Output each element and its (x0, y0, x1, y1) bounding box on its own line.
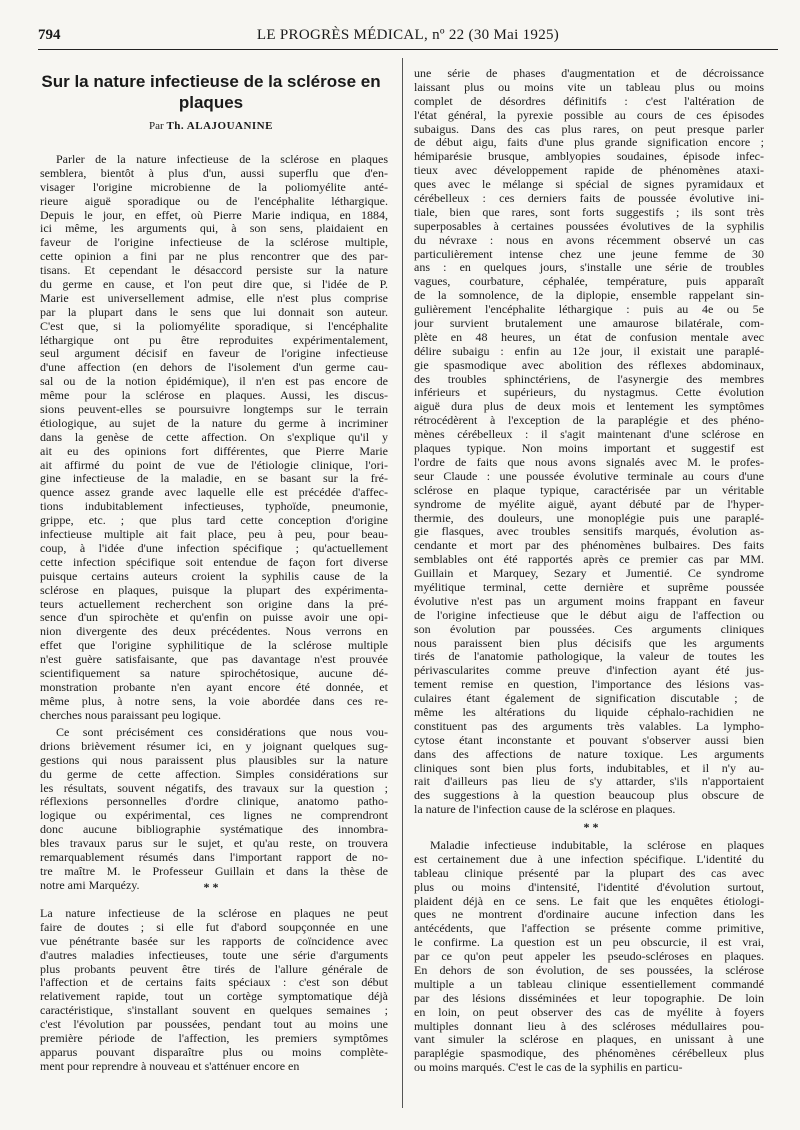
text-line: rait d'ailleurs pas lieu de s'y attarder, s'ils n'apportaient (414, 775, 764, 789)
text-line: de la somnolence, de la diplopie, ensemble rappelant sin- (414, 289, 764, 303)
text-line: relativement rapide, tout un cortège symptomatique déjà (40, 990, 388, 1004)
text-line: même les altérations du liquide céphalo-rachidien ne (414, 705, 764, 719)
text-line: ans : en quelques jours, s'installe une série de troubles (414, 261, 764, 275)
text-line: hémiparésie brusque, amblyopies soudaines, épisode infec- (414, 150, 764, 164)
text-line: périvascularites comme preuve d'infection ayant été jus- (414, 664, 764, 678)
text-line: sclérose en plaques, puisque la plupart des expérimenta- (40, 583, 388, 597)
text-line: du germe de cette affection. Simples considérations sur (40, 767, 388, 781)
text-line: par la plupart dans le sens que lui donnait son auteur. (40, 305, 388, 319)
text-line: l'état général, la pyrexie possible au cours de ces épisodes (414, 108, 764, 122)
text-line: tement remise en question, l'importance des lésions vas- (414, 678, 764, 692)
text-line: cliniques sont bien plus forts, indubitables, et il n'y au- (414, 761, 764, 775)
text-line: ici même, les arguments qui, à son sens, plaidaient en (40, 222, 388, 236)
text-line: l'affection et de certains faits spéciaux : c'est son début (40, 976, 388, 990)
running-title: LE PROGRÈS MÉDICAL, nº 22 (30 Mai 1925) (256, 27, 560, 43)
text-line: de début aigu, faits d'une plus grande signification encore ; (414, 136, 764, 150)
text-line: complet de désordres définitifs : c'est l'altération de (414, 94, 764, 108)
text-line: plaident déjà en ce sens. Le fait que les enquêtes étiologi- (414, 894, 764, 908)
text-line: syndrome de myélite aiguë, ayant débuté par de l'hyper- (414, 497, 764, 511)
text-line: réflexions personnelles d'ordre clinique, anatomo patho- (40, 795, 388, 809)
text-line: est certainement due à une infection spécifique. L'identité du (414, 852, 764, 866)
text-line: logique ou expérimental, ces lignes ne comprendront (40, 809, 388, 823)
text-line: ques ne montrent d'ordinaire aucune infection dans les (414, 908, 764, 922)
text-line: vagues, courbature, céphalée, température, puis apparaît (414, 275, 764, 289)
text-line: multiples donnant lieu à des scléroses médullaires pou- (414, 1019, 764, 1033)
text-line: faire de doutes ; si elle fut d'abord soupçonnée en une (40, 920, 388, 934)
text-line: monstration probante n'en ayant encore été donnée, et (40, 680, 388, 694)
text-line: En dehors de son évolution, de ses poussées, la sclérose (414, 964, 764, 978)
text-line: gine infectieuse de la maladie, en se basant sur la fré- (40, 472, 388, 486)
text-line: nous paraissent bien plus décisifs que les arguments (414, 636, 764, 650)
text-line: superposables à certaines poussées évolutives de la syphilis (414, 219, 764, 233)
text-line: cherches nous paraissant peu logique. (40, 708, 221, 722)
right-paragraph-1 (414, 67, 764, 817)
text-line: semblables ont été rapportés après ce premier cas par MM. (414, 553, 764, 567)
text-line: tions indubitablement infectieuses, typhoïde, pneumonie, (40, 500, 388, 514)
text-line: première période de l'affection, les premiers symptômes (40, 1032, 388, 1046)
text-line: gulièrement l'encéphalite léthargique : puis au 4e ou 5e (414, 303, 764, 317)
text-line: même plus, à notre sens, la voie abordée dans ces re- (40, 694, 388, 708)
text-line: teurs actuellement recherchent son origine dans la pré- (40, 597, 388, 611)
text-line: seur Claude : une poussée évolutive terminale au cours d'une (414, 469, 764, 483)
text-line: sions peuvent-elles se poursuivre longtemps sur le terrain (40, 403, 388, 417)
text-line: des troubles sphinctériens, de l'asynergie des membres (414, 372, 764, 386)
text-line: sal ou de la notion épidémique), il n'en est pas encore de (40, 375, 388, 389)
text-line: ques avec le mélange si spécial de signes pyramidaux et (414, 178, 764, 192)
byline-prefix: Par (149, 120, 164, 132)
text-line: dans la genèse de cette affection. On s'explique qu'il y (40, 430, 388, 444)
text-line: une série de phases d'augmentation et de décroissance (414, 67, 764, 80)
text-line: particulièrement intense chez une jeune femme de 30 (414, 247, 764, 261)
text-line: La nature infectieuse de la sclérose en plaques ne peut (40, 907, 388, 920)
text-line: vue pénétrante basée sur les rapports de coïncidence avec (40, 934, 388, 948)
text-line: tirés de l'anatomie pathologique, la valeur de toutes les (414, 650, 764, 664)
text-line: faveur de l'origine infectieuse de la sclérose multiple, (40, 236, 388, 250)
text-line: en loin, on peut observer des cas de myélite à foyers (414, 1005, 764, 1019)
text-line: paraplégie spasmodique, des phénomènes cérébelleux plus (414, 1047, 764, 1061)
text-line: cytose étant inconstante et pouvant s'observer aussi bien (414, 733, 764, 747)
text-line: son évolution par poussées. Ces arguments cliniques (414, 622, 764, 636)
text-line: tiale, bien que rares, sont forts suggestifs ; ils sont très (414, 205, 764, 219)
text-line: plète en 48 heures, un état de confusion mentale avec (414, 330, 764, 344)
text-line: donc aucune bibliographie systématique des innombra- (40, 823, 388, 837)
text-line: des suggestions à la question beaucoup plus obscure de (414, 789, 764, 803)
header-rule (38, 49, 778, 50)
text-line: rieure aiguë sporadique ou de l'encéphalite léthargique. (40, 194, 388, 208)
text-line: cette infection spécifique soit entendue de façon fort diverse (40, 555, 388, 569)
byline (40, 119, 382, 133)
right-paragraph-2 (414, 839, 764, 1075)
text-line: l'ordre de faits que nous avons signalés avec M. le profes- (414, 455, 764, 469)
text-line: quence assez grande avec laquelle elle est précédée d'affec- (40, 486, 388, 500)
text-line: jour survient brutalement une amaurose bilatérale, com- (414, 317, 764, 331)
text-line: Ce sont précisément ces considérations que nous vou- (56, 726, 388, 739)
text-line: effet que l'origine syphilitique de la sclérose multiple (40, 639, 388, 653)
text-line: rétrocédèrent à l'exception de la paraplégie et des phéno- (414, 414, 764, 428)
text-line: du névraxe : nous en avons récemment observé un cas (414, 233, 764, 247)
left-paragraph-1 (40, 153, 388, 723)
text-line: scientifiquement sa nature spirochétosique, aucune dé- (40, 666, 388, 680)
text-line: plaques typique. Non moins important et suggestif est (414, 442, 764, 456)
text-line: par des lésions disséminées et leur topographie. De loin (414, 991, 764, 1005)
text-line: thermie, des douleurs, une monoplégie puis une paraplé- (414, 511, 764, 525)
text-line: ait affirmé du point de vue de l'étiologie clinique, l'ori- (40, 458, 388, 472)
text-line: drions brièvement résumer ici, en y joignant quelques sug- (40, 739, 388, 753)
text-line: Guillain et Marquey, Sezary et Jumentié. Ce syndrome (414, 567, 764, 581)
section-separator-left: * * (203, 880, 219, 894)
text-line: culaires étant également de signification discutable ; de (414, 692, 764, 706)
article-title: Sur la nature infectieuse de la sclérose en plaques (41, 72, 381, 112)
text-line: Maladie infectieuse indubitable, la sclérose en plaques (430, 839, 764, 852)
text-line: même pour la sclérose en plaques. Aussi, les discus- (40, 389, 388, 403)
text-line: aiguë dura plus de deux mois et lentement les symptômes (414, 400, 764, 414)
text-line: C'est que, si la poliomyélite sporadique, si l'encéphalite (40, 319, 388, 333)
column-divider (402, 58, 403, 1108)
text-line: ment pour reprendre à nouveau et s'atténuer encore en (40, 1059, 300, 1073)
text-line: laissant plus ou moins vite un tableau plus ou moins (414, 80, 764, 94)
text-line: gie spasmodique avec abolition des réflexes abdominaux, (414, 358, 764, 372)
text-line: sclérose en plaque typique, caractérisée par un véritable (414, 483, 764, 497)
text-line: antécédents, que l'affection se présente comme primitive, (414, 922, 764, 936)
text-line: gie flasques, avec troubles sensitifs marqués, évolution as- (414, 525, 764, 539)
text-line: sence d'un spirochète et qu'enfin on puisse avoir une opi- (40, 611, 388, 625)
text-line: nion divergente des deux précédentes. Nous verrons en (40, 625, 388, 639)
text-line: caractéristique, s'installant souvent en quelques semaines ; (40, 1004, 388, 1018)
text-line: inférieurs et supérieurs, du nystagmus. Cette évolution (414, 386, 764, 400)
text-line: puisque certains auteurs croient la syphilis cause de la (40, 569, 388, 583)
text-line: c'est l'évolution par poussées, pendant tout au moins une (40, 1018, 388, 1032)
author-name: Th. ALAJOUANINE (166, 120, 273, 132)
text-line: cette opinion a fini par ne plus rencontrer que des par- (40, 250, 388, 264)
text-line: d'une affection (en dehors de l'isolement d'un germe cau- (40, 361, 388, 375)
text-line: remarquablement résumés dans l'important rapport de no- (40, 851, 388, 865)
text-line: n'est guère satisfaisante, que pas davantage n'est prouvée (40, 653, 388, 667)
text-line: tableau clinique présenté par la plupart des cas avec (414, 866, 764, 880)
text-line: de l'origine infectieuse que le début aigu de l'affection ou (414, 608, 764, 622)
text-line: du germe en cause, et l'on peut dire que, si l'idée de P. (40, 278, 388, 292)
text-line: vant simuler la sclérose en plaques, en unissant à une (414, 1033, 764, 1047)
text-line: plus ou moins d'intensité, l'identité d'évolution surtout, (414, 880, 764, 894)
text-line: étiologique, au sujet de la nature du germe à incriminer (40, 416, 388, 430)
text-line: subaigus. Dans des cas plus rares, on peut presque parler (414, 122, 764, 136)
text-line: le confirme. La question est un peu obscurcie, il est vrai, (414, 936, 764, 950)
text-line: Marie est universellement admise, elle n'est plus comprise (40, 291, 388, 305)
text-line: dans des affections de nature toxique. Les arguments (414, 747, 764, 761)
text-line: seul argument décisif en faveur de l'origine infectieuse (40, 347, 388, 361)
text-line: visager l'origine microbienne de la poliomyélite anté- (40, 180, 388, 194)
page-number: 794 (38, 27, 61, 43)
text-line: évolutive n'est pas un argument moins frappant en faveur (414, 594, 764, 608)
text-line: Parler de la nature infectieuse de la sclérose en plaques (56, 153, 388, 166)
text-line: léthargique ont pu être reproduites expérimentalement, (40, 333, 388, 347)
left-paragraph-3 (40, 907, 388, 1074)
text-line: tre maître M. le Professeur Guillain et dans la thèse de (40, 864, 388, 878)
text-line: semblera, bientôt à plus d'un, aussi superflu que d'en- (40, 166, 388, 180)
section-separator-right: * * (583, 820, 599, 834)
text-line: apparus pouvant disparaître plus ou moins complète- (40, 1045, 388, 1059)
text-line: ou moins marqués. C'est le cas de la syphilis en particu- (414, 1061, 683, 1075)
text-line: tieux avec développement rapide de phénomènes ataxi- (414, 164, 764, 178)
text-line: infectieuse multiple ait fait place, peu à peu, pour beau- (40, 528, 388, 542)
text-line: la nature de l'infection cause de la sclérose en plaques. (414, 803, 676, 817)
text-line: délire subaigu : enfin au 12e jour, il existait une paraplé- (414, 344, 764, 358)
text-line: multiple a un tableau clinique essentiellement commandé (414, 977, 764, 991)
text-line: Depuis le jour, en effet, où Pierre Marie indiqua, en 1884, (40, 208, 388, 222)
text-line: notre ami Marquézy. (40, 878, 140, 892)
page-header (38, 24, 778, 46)
left-paragraph-2 (40, 726, 388, 893)
text-line: bles travaux parus sur le sujet, et qu'au reste, on trouvera (40, 837, 388, 851)
text-line: gestions qui nous paraissent plus plausibles sur la nature (40, 753, 388, 767)
text-line: cendante et mort par des phénomènes bulbaires. Des faits (414, 539, 764, 553)
text-line: myélitique terminal, cette dernière et suprême poussée (414, 580, 764, 594)
text-line: tisans. Et cependant le désaccord persiste sur la nature (40, 264, 388, 278)
text-line: mènes cérébelleux : il s'agit maintenant d'une sclérose en (414, 428, 764, 442)
text-line: ait eu des opinions fort différentes, que Pierre Marie (40, 444, 388, 458)
text-line: cérébelleux : ces derniers faits de poussée évolutive ini- (414, 192, 764, 206)
text-line: les résultats, souvent négatifs, des travaux sur la question ; (40, 781, 388, 795)
text-line: coup, à l'idée d'une infection spécifique ; qu'actuellement (40, 541, 388, 555)
text-line: par ce qu'on peut appeler les pseudo-scléroses en plaques. (414, 950, 764, 964)
text-line: grippe, etc. ; que plus tard cette conception d'origine (40, 514, 388, 528)
text-line: d'autres maladies infectieuses, toute une série d'arguments (40, 948, 388, 962)
text-line: constituent pas des arguments très valables. La lympho- (414, 719, 764, 733)
text-line: plus probants peuvent être tirés de l'allure générale de (40, 962, 388, 976)
